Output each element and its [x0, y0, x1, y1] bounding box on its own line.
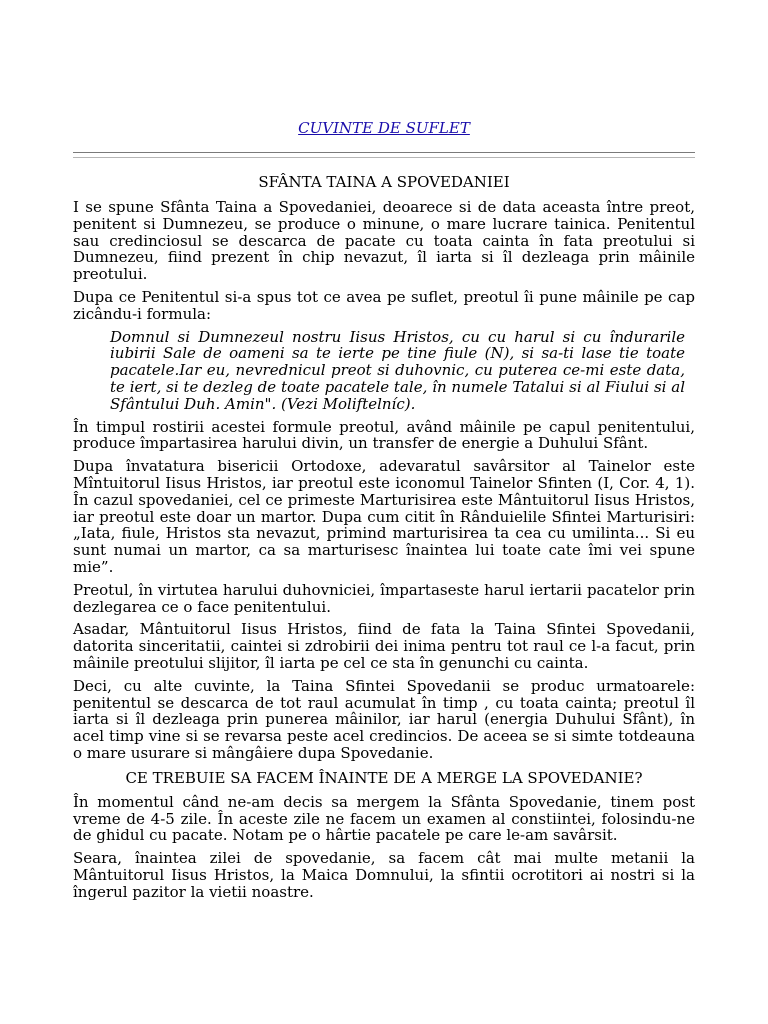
paragraph: Deci, cu alte cuvinte, la Taina Sfintei Spovedanii se produc urmatoarele: penitentul se descarca de tot raul acumulat în timp , cu toata cainta; preotul îl iarta si îl dezleaga prin punerea mâinilor, iar harul (energia Duhului Sfânt), în acel timp vine si se revarsa peste acel credincios. De aceea se si simte totdeauna o mare usurare si mângâiere dupa Spovedanie.: [73, 676, 695, 762]
paragraph: Dupa ce Penitentul si-a spus tot ce avea pe suflet, preotul îi pune mâinile pe cap zicându-i formula:: [73, 287, 695, 323]
section-heading-before-confession: CE TREBUIE SA FACEM ÎNAINTE DE A MERGE LA SPOVEDANIE?: [125, 768, 643, 787]
paragraph: În momentul când ne-am decis sa mergem la Sfânta Spovedanie, tinem post vreme de 4-5 zile. În aceste zile ne facem un examen al constiintei, folosindu-ne de ghidul cu pacate. Notam pe o hârtie pacatele pe care le-am savârsit.: [73, 792, 695, 845]
paragraph: Seara, înaintea zilei de spovedanie, sa facem cât mai multe metanii la Mântuitorul Iisus Hristos, la Maica Domnului, la sfintii ocrotitori ai nostri si la îngerul pazitor la vietii noastre.: [73, 849, 695, 901]
section-heading-spovedania: SFÂNTA TAINA A SPOVEDANIEI: [258, 173, 510, 191]
paragraph: I se spune Sfânta Taina a Spovedaniei, deoarece si de data aceasta între preot, penitent si Dumnezeu, se produce o minune, o mare lucrare tainica. Penitentul sau credinciosul se descarca de pacate cu toata cainta în fata preotului si Dumnezeu, fiind prezent în chip nevazut, îl iarta si îl dezleaga prin mâinile preotului.: [73, 198, 695, 284]
paragraph: Dupa învatatura bisericii Ortodoxe, adevaratul savârsitor al Tainelor este Mîntuitorul Iisus Hristos, iar preotul este iconomul Tainelor Sfinten (I, Cor. 4, 1). În cazul spovedaniei, cel ce primeste Marturisirea este Mântuitorul Iisus Hristos, iar preotul este doar un martor. Dupa cum citit în Rânduielile Sfintei Marturisiri: „Iata, fiule, Hristos sta nevazut, primind marturisirea ta cea cu umilinta... Si eu sunt numai un martor, ca sa marturisesc înaintea lui toate cate îmi vei spune mie”.: [73, 457, 695, 576]
absolution-formula-quote: Domnul si Dumnezeul nostru Iisus Hristos, cu cu harul si cu îndurarile iubirii Sale de oameni sa te ierte pe tine fiule (N), si sa-ti lase tie toate pacatele.Iar eu, nevrednicul preot si duhovnic, cu puterea ce-mi este data, te iert, si te dezleg de toate pacatele tale, în numele Tatalui si al Fiului si al Sfântului Duh. Amin". (Vezi Moliftelníc).: [110, 327, 685, 413]
document-page: [73, 118, 695, 900]
paragraph: Preotul, în virtutea harului duhovniciei, împartaseste harul iertarii pacatelor prin dezlegarea ce o face penitentului.: [73, 580, 695, 616]
site-title: [73, 118, 695, 138]
paragraph: În timpul rostirii acestei formule preotul, având mâinile pe capul penitentului, produce împartasirea harului divin, un transfer de energie a Duhului Sfânt.: [73, 417, 695, 453]
horizontal-rule: [73, 152, 695, 158]
site-title-link[interactable]: CUVINTE DE SUFLET: [298, 119, 470, 137]
paragraph: Asadar, Mântuitorul Iisus Hristos, fiind de fata la Taina Sfintei Spovedanii, datorita sinceritatii, caintei si zdrobirii dei inima pentru tot raul ce l-a facut, prin mâinile preotului slijitor, îl iarta pe cel ce sta în genunchi cu cainta.: [73, 620, 695, 672]
